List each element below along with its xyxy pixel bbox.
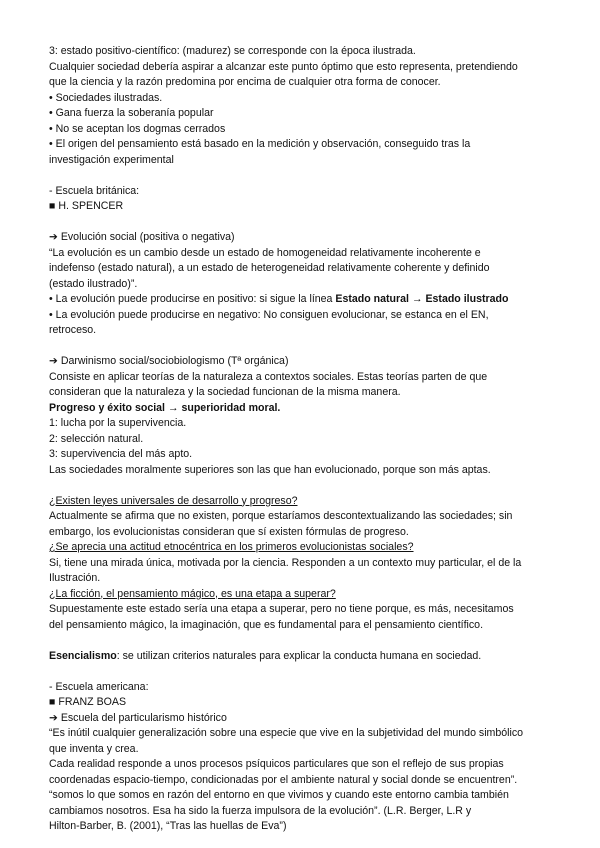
quote-line: coordenadas espacio-tiempo, condicionadas por el ambiente natural y social donde se encuentren”. [49, 773, 518, 786]
quote-line: “Es inútil cualquier generalización sobre una especie que vive en la subjetividad del mundo simbólico [49, 727, 524, 739]
school-heading: - Escuela americana: [49, 680, 149, 693]
answer-line: Si, tiene una mirada única, motivada por la ciencia. Responden a un contexto muy particular, el de la [49, 556, 522, 569]
answer-line: Actualmente se afirma que no existen, porque estaríamos descontextualizando las sociedades; sin [49, 510, 513, 522]
section-essentialism [49, 649, 554, 665]
list-item: 3: supervivencia del más apto. [49, 448, 193, 460]
section-social-evolution [49, 230, 554, 339]
section-social-darwinism [49, 354, 554, 478]
section-positive-stage [49, 44, 554, 168]
term: Esencialismo [49, 649, 117, 662]
bullet-item: • El origen del pensamiento está basado en la medición y observación, conseguido tras la [49, 138, 471, 150]
question: ¿Se aprecia una actitud etnocéntrica en los primeros evolucionistas sociales? [49, 541, 414, 553]
section-heading: ➔ Evolución social (positiva o negativa) [49, 231, 235, 243]
section-heading: ➔ Darwinismo social/sociobiologismo (Tª orgánica) [49, 355, 289, 367]
bullet-text: • La evolución puede producirse en positivo: si sigue la línea [49, 293, 336, 305]
section-heading: ➔ Escuela del particularismo histórico [49, 711, 227, 724]
bullet-item: • La evolución puede producirse en negativo: No consiguen evolucionar, se estanca en el EN, [49, 308, 489, 321]
school-heading: - Escuela británica: [49, 184, 140, 197]
citation-line: Hilton-Barber, B. (2001), “Tras las huellas de Eva”) [49, 820, 287, 832]
list-item: 2: selección natural. [49, 432, 144, 445]
question: ¿Existen leyes universales de desarrollo y progreso? [49, 494, 298, 507]
bullet-item-continuation: investigación experimental [49, 153, 174, 166]
definition-line [49, 649, 554, 665]
paragraph-line: consideran que la naturaleza y la sociedad funcionan de la misma manera. [49, 386, 401, 398]
bullet-item: • Gana fuerza la soberanía popular [49, 107, 214, 119]
quote-line: indefenso (estado natural), a un estado de heterogeneidad relativamente coherente y definido [49, 262, 490, 274]
section-american-school [49, 680, 554, 835]
stage-three-line: 3: estado positivo-científico: (madurez) se corresponde con la época ilustrada. [49, 45, 416, 57]
paragraph-line: que la ciencia y la razón predomina por encima de cualquier otra forma de conocer. [49, 76, 441, 88]
bullet-item: • Sociedades ilustradas. [49, 91, 163, 104]
list-item: 1: lucha por la supervivencia. [49, 417, 187, 429]
section-british-school [49, 184, 554, 215]
answer-line: embargo, los evolucionistas consideran que sí existen fórmulas de progreso. [49, 525, 409, 538]
paragraph-line: Las sociedades moralmente superiores son las que han evolucionado, porque son más aptas. [49, 463, 491, 476]
section-questions [49, 494, 554, 634]
answer-line: Supuestamente este estado sería una etapa a superar, pero no tiene porque, es más, necesitamos [49, 603, 514, 615]
quote-line: (estado ilustrado)”. [49, 277, 138, 290]
question: ¿La ficción, el pensamiento mágico, es una etapa a superar? [49, 587, 336, 600]
definition: : se utilizan criterios naturales para explicar la conducta humana en sociedad. [116, 649, 482, 662]
quote-line: “somos lo que somos en razón del entorno en que vivimos y cuando este entorno cambia también [49, 789, 509, 801]
paragraph-line: Cualquier sociedad debería aspirar a alcanzar este punto óptimo que esto representa, pretendiendo [49, 60, 518, 73]
paragraph-line: Consiste en aplicar teorías de la naturaleza a contextos sociales. Estas teorías parten de que [49, 370, 488, 383]
bold-statement: Progreso y éxito social → superioridad moral. [49, 401, 281, 414]
quote-line: que inventa y crea. [49, 742, 139, 755]
bullet-item: • No se aceptan los dogmas cerrados [49, 122, 226, 135]
quote-line: “La evolución es un cambio desde un estado de homogeneidad relativamente incoherente e [49, 246, 481, 259]
document-page [49, 44, 554, 835]
quote-line: cambiamos nosotros. Esa ha sido la fuerza impulsora de la evolución”. (L.R. Berger, L.R y [49, 804, 472, 817]
author-name: ■ FRANZ BOAS [49, 696, 127, 708]
quote-line: Cada realidad responde a unos procesos psíquicos particulares que son el reflejo de sus propias [49, 758, 504, 770]
bullet-item [49, 292, 554, 308]
bullet-item-continuation: retroceso. [49, 324, 97, 336]
author-name: ■ H. SPENCER [49, 200, 124, 212]
bold-phrase: Estado natural → Estado ilustrado [335, 293, 509, 305]
answer-line: Ilustración. [49, 572, 101, 584]
answer-line: del pensamiento mágico, la imaginación, que es fundamental para el pensamiento científico. [49, 618, 484, 631]
